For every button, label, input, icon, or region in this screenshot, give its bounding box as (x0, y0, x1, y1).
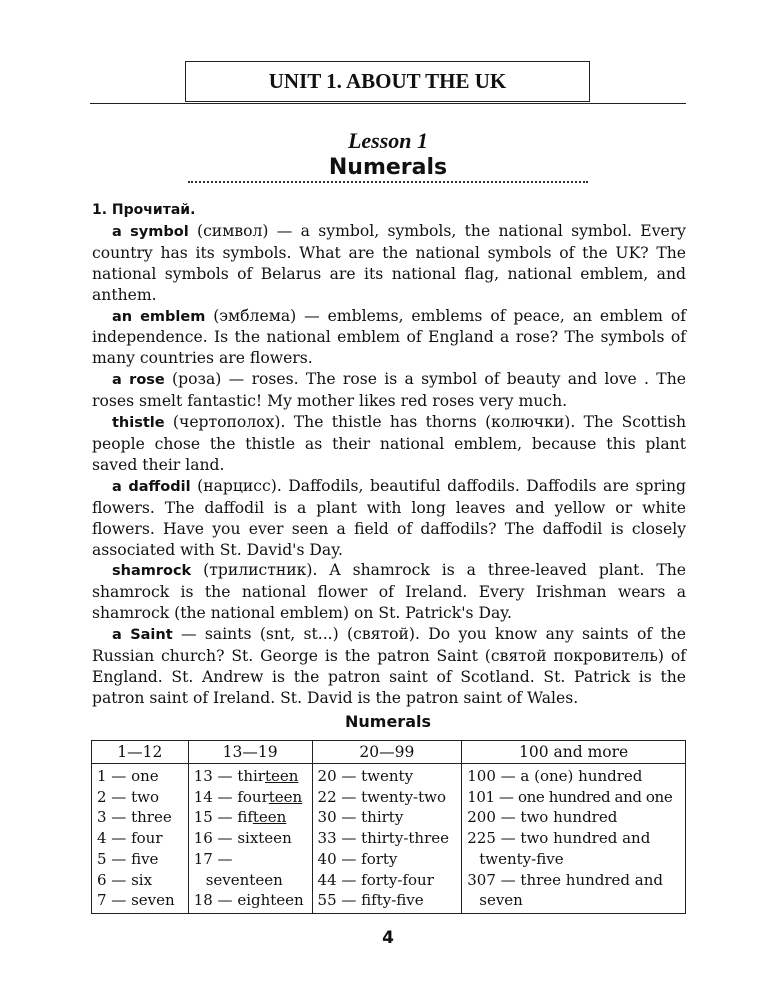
numeral-item: 2 — two (97, 787, 159, 806)
vocab-term: a daffodil (112, 478, 191, 495)
vocab-text: (символ) — a symbol, symbols, the national symbol. Every country has its symbols. What are the national symbols of the UK? The national symbols of Belarus are its national flag, national emblem, and anthem. (92, 221, 686, 304)
numeral-item: 14 — fourteen (193, 787, 303, 806)
vocab-term: a Saint (112, 627, 173, 644)
table-header-row (92, 741, 686, 764)
teen-suffix: teen (252, 808, 287, 827)
dotted-divider (188, 181, 588, 183)
numeral-item: 16 — sixteen (193, 829, 292, 848)
numeral-item: 44 — forty-four (317, 870, 434, 889)
lesson-subtitle: Numerals (328, 155, 448, 180)
column-header: 13—19 (188, 741, 312, 764)
column-13-19 (188, 764, 312, 914)
unit-title: UNIT 1. ABOUT THE UK (185, 61, 590, 102)
column-header: 1—12 (92, 741, 189, 764)
teen-suffix: teen (264, 767, 299, 785)
numeral-item: 13 — thirteen (193, 767, 299, 785)
vocab-term: an emblem (112, 308, 206, 325)
vocab-text: — saints (snt, st...) (святой). Do you know any saints of the Russian church? St. George is the patron Saint (святой покровитель) of England. St. Andrew is the patron saint of Scotland. St. Patrick is the patron saint of Ireland. St. David is the patron saint of Wales. (92, 625, 686, 707)
numeral-item: 15 — fifteen (193, 808, 287, 827)
numeral-item: 18 — eighteen (193, 891, 304, 910)
vocab-text: (роза) — roses. The rose is a symbol of beauty and love . The roses smelt fantastic! My mother likes red roses very much. (92, 370, 686, 411)
vocab-term: a rose (112, 372, 165, 389)
numeral-item: 17 — (193, 849, 233, 868)
teen-suffix: teen (268, 787, 303, 806)
numeral-item: 225 — two hundred and (467, 829, 651, 848)
table-row (92, 764, 686, 914)
lesson-title: Lesson 1 (347, 128, 429, 153)
numeral-item: 4 — four (97, 829, 163, 848)
numeral-item: 22 — twenty-two (317, 787, 447, 806)
vocab-entry (92, 306, 686, 370)
numeral-item: 5 — five (97, 849, 159, 868)
vocab-entry (92, 221, 686, 306)
exercise-text (92, 200, 686, 709)
numeral-item: 40 — forty (317, 849, 398, 868)
vocab-entry (92, 476, 686, 561)
vocab-text: (нарцисс). Daffodils, beautiful daffodils. Daffodils are spring flowers. The daffodil is a plant with long leaves and yellow or white flowers. Have you ever seen a field of daffodils? The daffodil is closely associated with St. David's Day. (92, 476, 686, 559)
numeral-item: 20 — twenty (317, 767, 414, 785)
numeral-item: 307 — three hundred and (467, 870, 664, 889)
column-1-12 (92, 764, 189, 914)
numeral-item: 200 — two hundred (467, 808, 618, 827)
unit-divider (90, 103, 686, 104)
numeral-item: 100 — a (one) hundred (467, 767, 643, 785)
vocab-entry (92, 369, 686, 412)
table-title: Numerals (345, 712, 431, 731)
column-header: 20—99 (312, 741, 462, 764)
page-number: 4 (382, 928, 394, 948)
numeral-item: 55 — fifty-five (317, 891, 424, 910)
vocab-entry (92, 412, 686, 476)
column-100-and-more (462, 764, 686, 914)
vocab-text: (чертополох). The thistle has thorns (колючки). The Scottish people chose the thistle as their national emblem, because this plant saved their land. (92, 413, 686, 474)
numeral-item: 1 — one (97, 767, 159, 785)
numeral-item: 33 — thirty-three (317, 829, 449, 848)
column-20-99 (312, 764, 462, 914)
numeral-item: twenty-five (479, 849, 564, 868)
vocab-text: (трилистник). A shamrock is a three-leaved plant. The shamrock is the national flower of Ireland. Every Irishman wears a shamrock (the national emblem) on St. Patrick's Day. (92, 561, 686, 623)
numeral-item: 3 — three (97, 808, 172, 827)
numeral-item: 101 — one hundred and one (467, 787, 673, 806)
vocab-term: thistle (112, 415, 165, 432)
numeral-item: 7 — seven (97, 891, 175, 910)
vocab-term: a symbol (112, 223, 189, 240)
vocab-entry (92, 560, 686, 624)
numeral-item: 30 — thirty (317, 808, 404, 827)
vocab-entry (92, 624, 686, 709)
vocab-text: (эмблема) — emblems, emblems of peace, an emblem of independence. Is the national emblem of England a rose? The symbols of many countries are flowers. (92, 306, 686, 368)
vocab-term: shamrock (112, 563, 192, 580)
numerals-table (91, 740, 686, 914)
column-header: 100 and more (462, 741, 686, 764)
numeral-item: seven (479, 891, 523, 910)
exercise-heading: 1. Прочитай. (92, 202, 196, 218)
numeral-item: seventeen (205, 870, 283, 889)
numeral-item: 6 — six (97, 870, 153, 889)
